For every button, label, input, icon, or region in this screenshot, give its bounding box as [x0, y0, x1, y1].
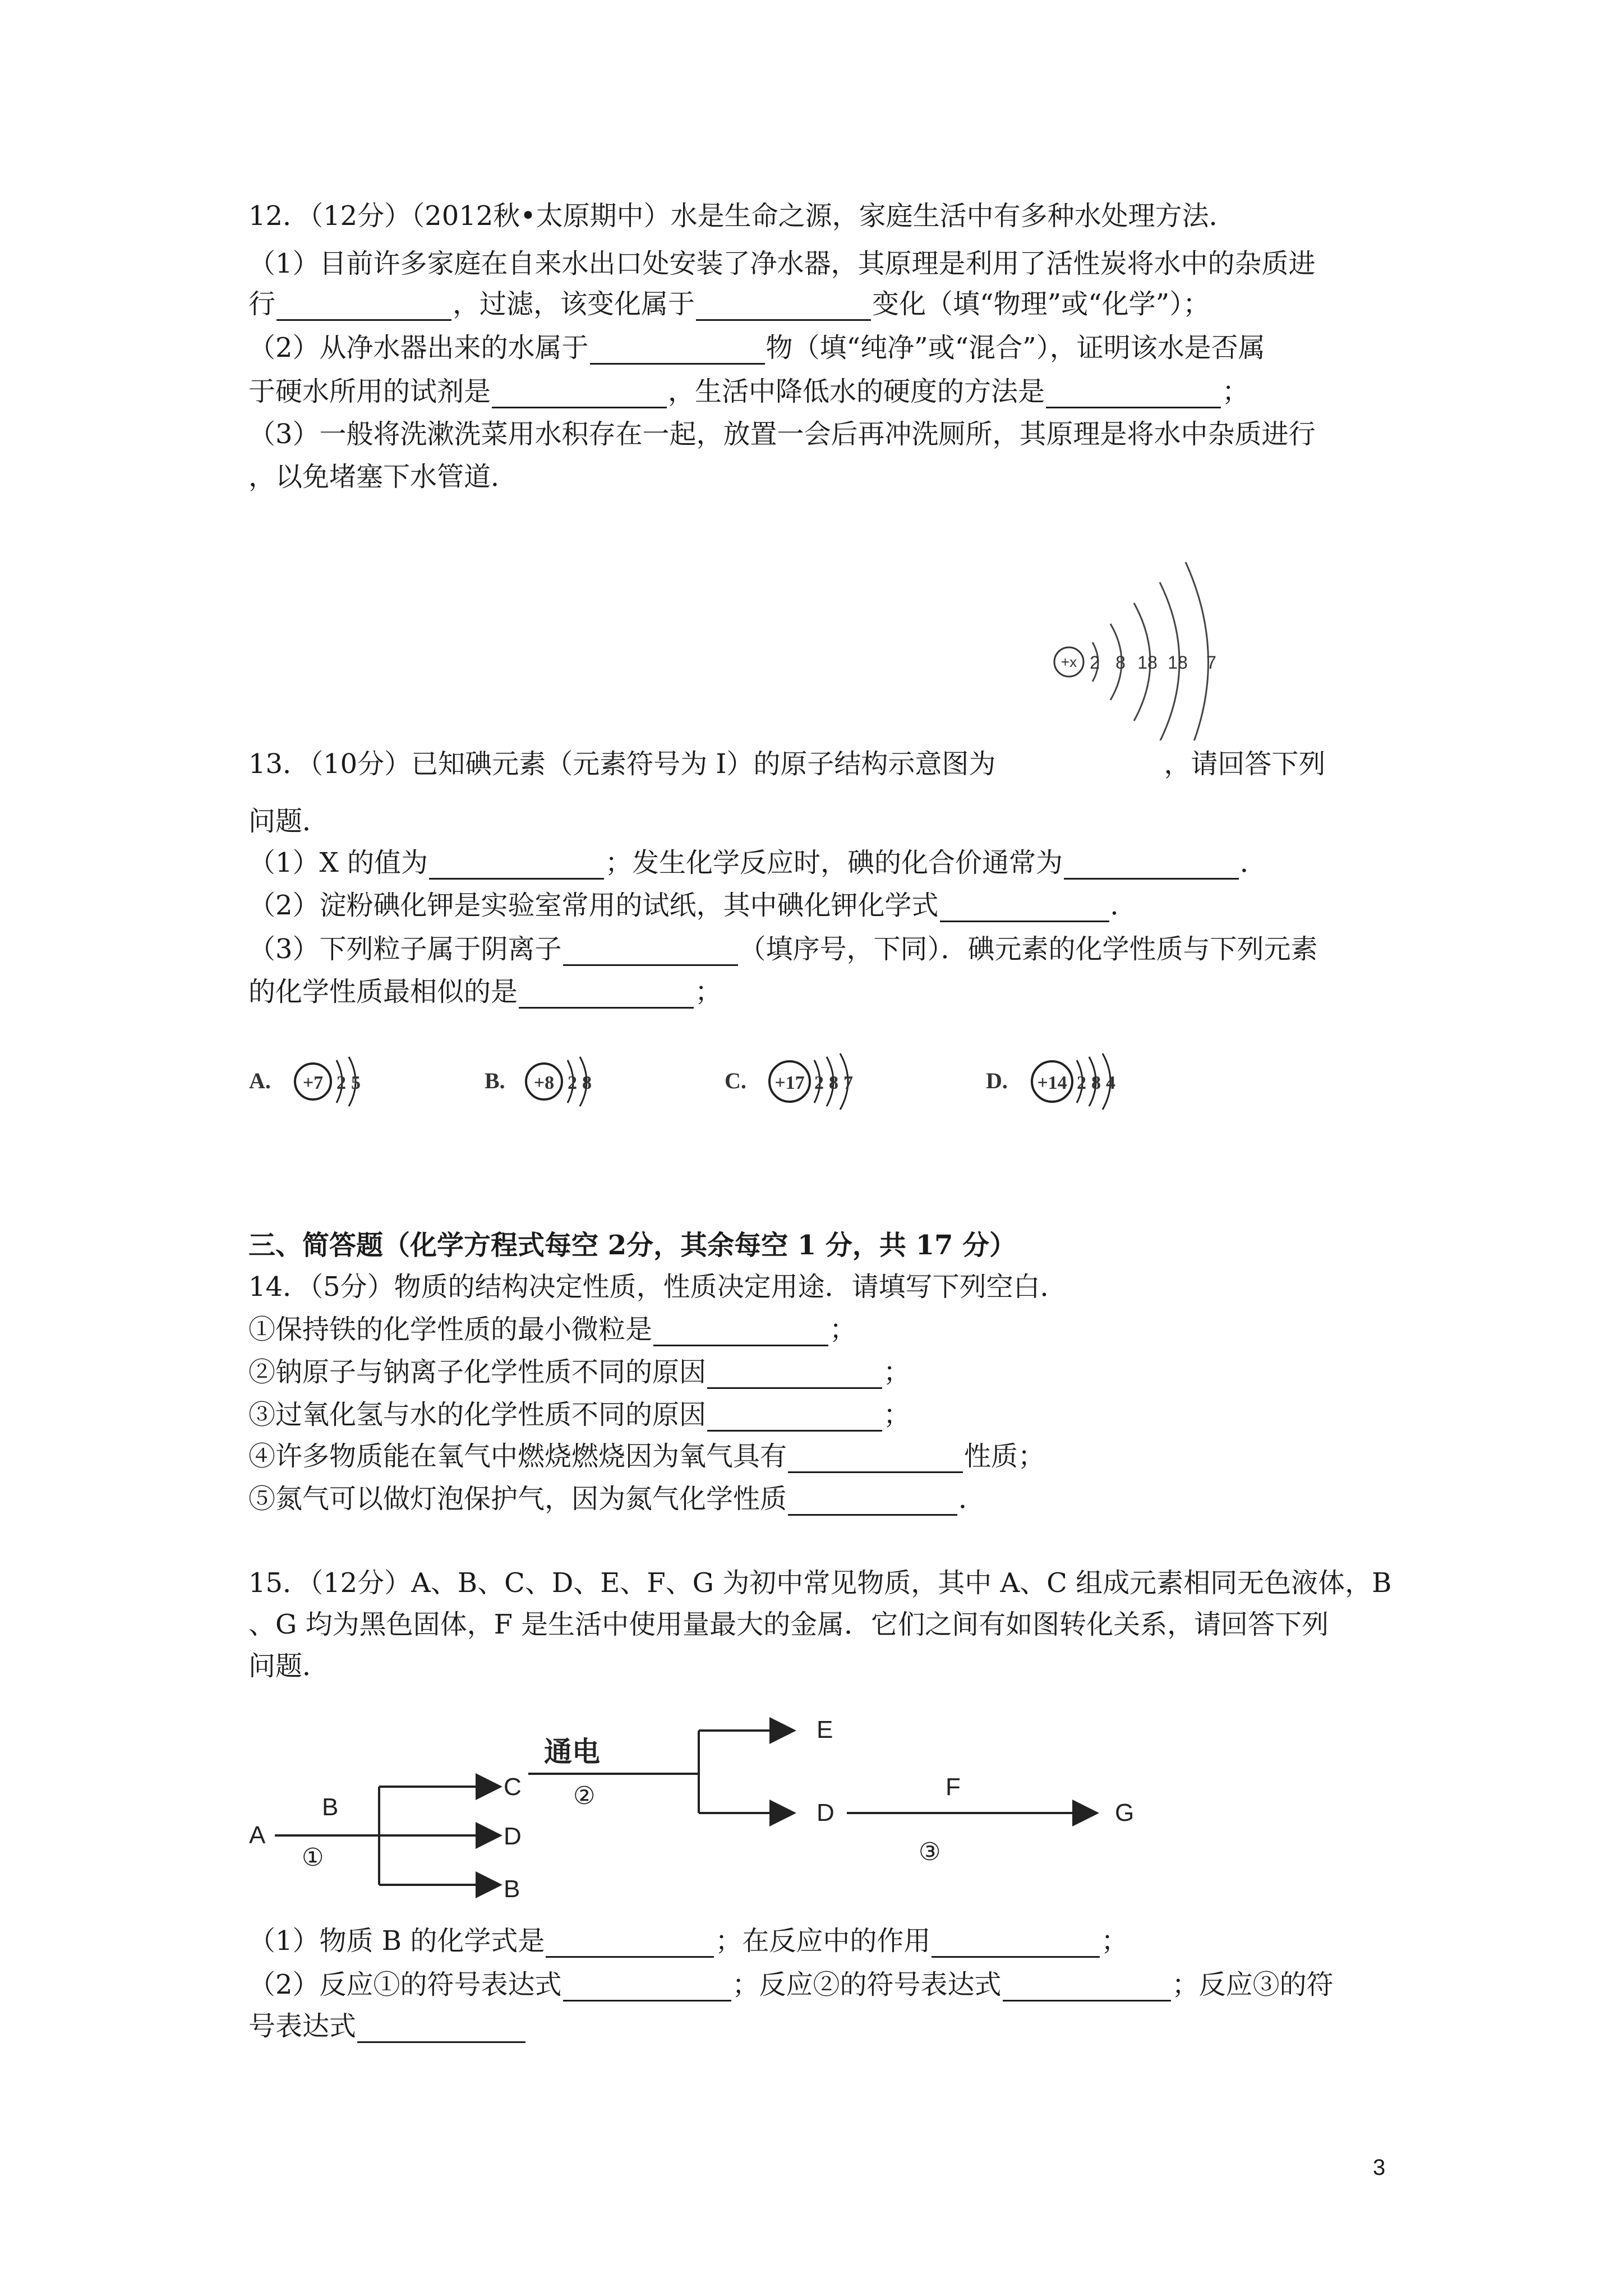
q13-heading-cont: 问题． — [248, 806, 330, 837]
answer-blank[interactable] — [492, 381, 667, 408]
shell-electron-count: 8 — [1091, 1073, 1101, 1093]
electrolysis-label: 通电 — [544, 1736, 600, 1768]
option-b — [485, 1057, 592, 1106]
text: ；在反应中的作用 — [715, 1925, 931, 1957]
text: ；发生化学反应时，碘的化合价通常为 — [605, 847, 1063, 878]
answer-blank[interactable] — [1064, 852, 1239, 880]
answer-blank[interactable] — [546, 1930, 714, 1958]
node-d: D — [504, 1823, 522, 1850]
node-c: C — [504, 1773, 522, 1801]
text: ． — [1240, 847, 1267, 878]
shell-electron-count: 2 — [1090, 652, 1100, 673]
page-number: 3 — [1373, 2155, 1386, 2180]
answer-blank[interactable] — [788, 1488, 957, 1516]
answer-blank[interactable] — [1003, 1974, 1171, 2001]
q13-options-diagrams — [247, 1038, 1200, 1122]
shell-electron-count: 8 — [1115, 652, 1126, 673]
shell-electron-count: 2 — [568, 1073, 577, 1093]
node-b: B — [504, 1875, 520, 1903]
q14-item-1 — [248, 1313, 1393, 1346]
q12-heading: 12．（12分）（2012秋•太原期中）水是生命之源，家庭生活中有多种水处理方法． — [248, 200, 1236, 232]
answer-blank[interactable] — [788, 1446, 963, 1473]
q14-item-5 — [248, 1482, 1393, 1516]
text: ，请回答下列 — [1164, 748, 1326, 780]
text: ；反应③的符 — [1172, 1969, 1334, 2000]
shell-electron-count: 2 — [336, 1073, 346, 1093]
q12-part2-line2 — [248, 375, 1393, 408]
option-label: A. — [249, 1068, 271, 1093]
nucleus-label: +7 — [302, 1073, 324, 1093]
q13-part3-line2 — [248, 975, 1393, 1009]
text: （填序号，下同）．碘元素的化学性质与下列元素 — [739, 933, 1318, 965]
text: （2）淀粉碘化钾是实验室常用的试纸，其中碘化钾化学式 — [248, 890, 939, 921]
iodine-atom-structure-diagram — [1049, 555, 1234, 740]
answer-blank[interactable] — [519, 981, 694, 1009]
text: （2）反应①的符号表达式 — [248, 1969, 562, 2000]
q13-heading — [248, 747, 1393, 781]
text: ； — [883, 1356, 911, 1388]
reagent-f-label: F — [946, 1773, 961, 1801]
text: 行 — [248, 288, 276, 320]
text: 于硬水所用的试剂是 — [248, 376, 491, 407]
q12-part1-line1: （1）目前许多家庭在自来水出口处安装了净水器，其原理是利用了活性炭将水中的杂质进 — [248, 248, 1316, 279]
q14-item-3 — [248, 1398, 1393, 1432]
q15-line-1: 15．（12分）A、B、C、D、E、F、G 为初中常见物质，其中 A、C 组成元素相同无色液体，B — [248, 1567, 1392, 1599]
text: ； — [1222, 376, 1249, 407]
q14-item-4 — [248, 1439, 1393, 1473]
answer-blank[interactable] — [429, 852, 604, 880]
text: ； — [829, 1314, 857, 1345]
nucleus-label: +8 — [533, 1073, 555, 1093]
q13-part3-line1 — [248, 932, 1393, 966]
answer-blank[interactable] — [707, 1361, 882, 1389]
electron-shell-arc — [1186, 562, 1209, 740]
shell-electron-count: 4 — [1106, 1073, 1115, 1093]
q15-line-2: 、G 均为黑色固体，F 是生活中使用量最大的金属．它们之间有如图转化关系，请回答下列 — [248, 1609, 1329, 1640]
answer-blank[interactable] — [940, 895, 1109, 922]
q15-line-3: 问题． — [248, 1650, 330, 1682]
q14-heading: 14．（5分）物质的结构决定性质，性质决定用途．请填写下列空白． — [248, 1271, 1067, 1303]
shell-electron-count: 8 — [582, 1073, 592, 1093]
answer-blank[interactable] — [932, 1930, 1100, 1958]
text: ④许多物质能在氧气中燃烧燃烧因为氧气具有 — [248, 1441, 787, 1472]
text: 变化（填“物理”或“化学”）； — [872, 288, 1210, 320]
answer-blank[interactable] — [276, 293, 451, 321]
q12-part1-line2 — [248, 287, 1393, 321]
option-label: B. — [485, 1068, 505, 1093]
text: ②钠原子与钠离子化学性质不同的原因 — [248, 1356, 707, 1388]
node-d-2: D — [817, 1799, 834, 1826]
text: （2）从净水器出来的水属于 — [248, 332, 589, 364]
text: （1）物质 B 的化学式是 — [248, 1925, 545, 1957]
shell-electron-count: 2 — [814, 1073, 824, 1093]
q12-part3-line2: ，以免堵塞下水管道． — [248, 461, 518, 493]
shell-electron-count: 5 — [351, 1073, 361, 1093]
text: （3）下列粒子属于阴离子 — [248, 933, 562, 965]
reagent-b-label: B — [322, 1793, 339, 1821]
node-g: G — [1115, 1799, 1135, 1826]
answer-blank[interactable] — [696, 293, 871, 321]
shell-electron-count: 2 — [1077, 1073, 1086, 1093]
q15-part2-line1 — [248, 1968, 1393, 2001]
node-e: E — [817, 1716, 833, 1743]
text: 性质； — [964, 1441, 1045, 1472]
text: 号表达式 — [248, 2010, 357, 2042]
option-c — [725, 1053, 853, 1110]
text: ． — [1110, 890, 1137, 921]
q13-part2 — [248, 889, 1393, 922]
q12-part2-line1 — [248, 331, 1393, 365]
answer-blank[interactable] — [357, 2016, 525, 2043]
answer-blank[interactable] — [707, 1404, 882, 1432]
shell-electron-count: 7 — [843, 1073, 853, 1093]
answer-blank[interactable] — [1046, 381, 1221, 408]
shell-electron-count: 8 — [829, 1073, 838, 1093]
node-a: A — [249, 1821, 266, 1849]
text: ，生活中降低水的硬度的方法是 — [668, 376, 1045, 407]
text: 13．（10分）已知碘元素（元素符号为 I）的原子结构示意图为 — [248, 748, 996, 780]
q12-part3-line1: （3）一般将洗漱洗菜用水积存在一起，放置一会后再冲洗厕所，其原理是将水中杂质进行 — [248, 418, 1316, 450]
q13-part1 — [248, 846, 1393, 880]
nucleus-label: +17 — [774, 1073, 805, 1093]
section-3-title: 三、简答题（化学方程式每空 2分，其余每空 1 分，共 17 分） — [248, 1230, 1017, 1261]
reaction-3-marker: ③ — [919, 1838, 941, 1866]
answer-blank[interactable] — [563, 938, 738, 966]
text: 的化学性质最相似的是 — [248, 976, 518, 1007]
text: （1）X 的值为 — [248, 847, 428, 878]
text: ⑤氮气可以做灯泡保护气，因为氮气化学性质 — [248, 1483, 787, 1515]
answer-blank[interactable] — [563, 1974, 731, 2001]
text: ； — [883, 1399, 911, 1430]
q15-part1 — [248, 1924, 1393, 1958]
shell-electron-count: 18 — [1168, 652, 1188, 673]
answer-blank[interactable] — [590, 337, 765, 365]
text: ． — [958, 1483, 986, 1515]
text: 物（填“纯净”或“混合”），证明该水是否属 — [766, 332, 1265, 364]
transformation-diagram — [247, 1688, 1200, 1913]
nucleus-label: +x — [1061, 654, 1077, 670]
text: ，过滤，该变化属于 — [453, 288, 695, 320]
text: ③过氧化氢与水的化学性质不同的原因 — [248, 1399, 707, 1430]
answer-blank[interactable] — [653, 1319, 828, 1346]
shell-electron-count: 7 — [1206, 652, 1216, 673]
option-a — [249, 1057, 361, 1106]
text: ； — [695, 976, 722, 1007]
text: ； — [1101, 1925, 1128, 1957]
reaction-1-marker: ① — [302, 1844, 324, 1871]
q15-part2-line2 — [248, 2009, 1393, 2043]
option-label: D. — [986, 1068, 1008, 1093]
nucleus-label: +14 — [1037, 1073, 1067, 1093]
reaction-2-marker: ② — [573, 1782, 596, 1810]
text: ；反应②的符号表达式 — [732, 1969, 1002, 2000]
text: ①保持铁的化学性质的最小微粒是 — [248, 1314, 653, 1345]
q14-item-2 — [248, 1355, 1393, 1389]
shell-electron-count: 18 — [1137, 652, 1158, 673]
option-d — [986, 1053, 1115, 1110]
option-label: C. — [725, 1068, 746, 1093]
